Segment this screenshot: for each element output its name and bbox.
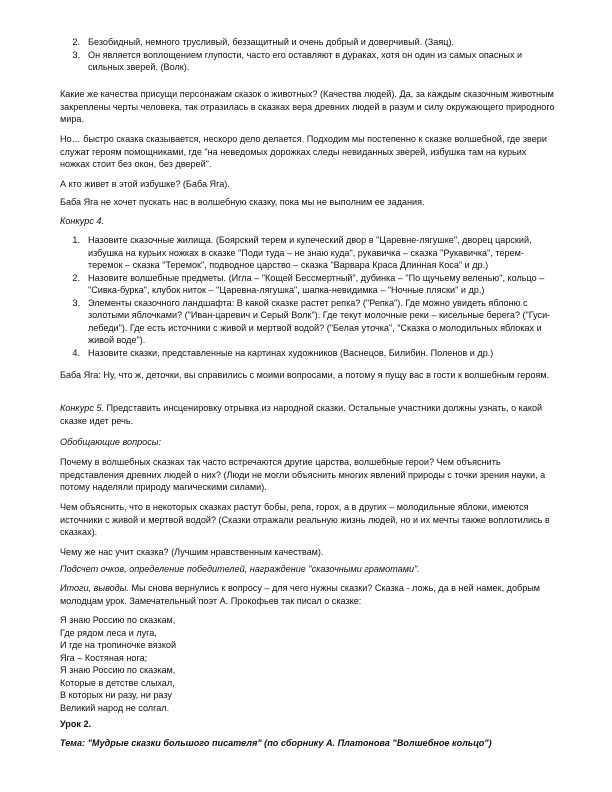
poem-line: Я знаю Россию по сказкам, xyxy=(60,665,176,675)
lesson-2-heading: Урок 2. xyxy=(60,719,92,729)
conclusion-heading: Итоги, выводы. xyxy=(60,583,129,593)
topic-text: "Мудрые сказки большого писателя" (по сборнику А. Платонова "Волшебное кольцо") xyxy=(85,738,492,748)
paragraph-hut-question: А кто живет в этой избушке? (Баба Яга). xyxy=(60,179,230,189)
animals-list-continued xyxy=(60,36,556,74)
list-item xyxy=(60,297,556,347)
conclusion-text: Мы снова вернулись к вопросу – для чего нужны сказки? Сказка - ложь, да в ней намек, добрым молодцам урок. Замечательный поэт А. Прокофьев так писал о сказке: xyxy=(60,583,541,606)
paragraph-question-1: Почему в волшебных сказках так часто встречаются другие царства, волшебные герои? Чем объяснить представления древних людей о них? (Люди не могли объяснить многих явлений природы с точки зрения науки, а потому наделяли природу магическими силами). xyxy=(60,457,546,492)
paragraph-baba-yaga-speech: Баба Яга: Ну, что ж, деточки, вы справились с моими вопросами, а потому я пущу вас в гости к волшебным героям. xyxy=(60,370,550,380)
list-text: Он является воплощением глупости, часто его оставляют в дураках, хотя он один из самых опасных и сильных зверей. (Волк). xyxy=(88,49,523,72)
list-item xyxy=(60,49,556,74)
list-text: Элементы сказочного ландшафта: В какой сказке растет репка? ("Репка"). Где можно увидеть яблоню с золотыми яблочками? ("Иван-царевич и Серый Волк"). Где текут молочные реки – кисельные берега? ("Гуси-лебеди"). Где есть источники с живой и мертвой водой? ("Белая уточка", "Сказка о молодильных яблоках и живой воде"). xyxy=(88,297,551,345)
list-item xyxy=(60,272,556,297)
list-number: 4. xyxy=(72,347,80,358)
paragraph-conclusion xyxy=(60,582,556,607)
poem-line: В которых ни разу, ни разу xyxy=(60,690,172,700)
summary-questions-heading: Обобщающие вопросы: xyxy=(60,437,161,447)
list-item xyxy=(60,347,556,360)
poem-line: Яга – Костяная нога; xyxy=(60,652,148,663)
list-text: Безобидный, немного трусливый, беззащитный и очень добрый и доверчивый. (Заяц). xyxy=(88,37,455,47)
poem-line: Я знаю Россию по сказкам, xyxy=(60,615,176,625)
poem-line: Великий народ не солгал. xyxy=(60,702,170,713)
list-number: 3. xyxy=(72,297,80,308)
contest-5-text: Представить инсценировку отрывка из народной сказки. Остальные участники должны узнать, о какой сказке идет речь. xyxy=(60,403,543,426)
lesson-topic xyxy=(60,737,556,750)
paragraph-animal-qualities: Какие же качества присущи персонажам сказок о животных? (Качества людей). Да, за каждым сказочным животным закреплены черты человека, так отразилась в сказках вера древних людей в разум и силу окружающего природного мира. xyxy=(60,89,555,124)
paragraph-question-2: Чем объяснить, что в некоторых сказках растут бобы, репа, горох, а в других – молодильные яблоки, имеются источники с живой и мертвой водой? (Сказки отражали реальную жизнь людей, но и их мечты также воплотились в сказках). xyxy=(60,502,550,537)
paragraph-magic-tale-intro: Но… быстро сказка сказывается, нескоро дело делается. Подходим мы постепенно к сказке волшебной, где звери служат героям помощниками, где "на неведомых дорожках следы невиданных зверей, избушка там на курьих ножках стоит без окон, без дверей". xyxy=(60,134,547,169)
list-number: 2. xyxy=(72,272,80,283)
paragraph-scoring: Подсчет очков, определение победителей, награждение "сказочными грамотами". xyxy=(60,564,420,574)
list-text: Назовите сказочные жилища. (Боярский терем и купеческий двор в "Царевне-лягушке", дворец царский, избушка на курьих ножках в сказке "Поди туда – не знаю куда", рукавичка – сказка "Рукавичка", терем-теремок – сказка "Теремок", подводное царство – сказка "Варвара Краса Длинная Коса" и др.) xyxy=(88,235,532,270)
poem-line: И где на тропиночке вязкой xyxy=(60,640,177,650)
list-number: 1. xyxy=(72,235,80,245)
list-number: 3. xyxy=(72,49,80,60)
topic-label: Тема: xyxy=(60,738,86,748)
list-item xyxy=(60,36,556,49)
list-text: Назовите сказки, представленные на картинах художников (Васнецов, Билибин. Поленов и др.) xyxy=(88,347,494,358)
list-text: Назовите волшебные предметы. (Игла – "Кощей Бессмертный", дубинка – "По щучьему веленью", кольцо – "Сивка-бурка", клубок ниток – "Царевна-лягушка", шапка-невидимка – "Ночные пляски" и др.) xyxy=(88,272,545,295)
poem-line: Которые в детстве слыхал, xyxy=(60,677,175,688)
contest-4-list xyxy=(60,234,556,359)
paragraph-contest-5 xyxy=(60,402,556,427)
list-item xyxy=(60,234,556,272)
paragraph-baba-yaga-tasks: Баба Яга не хочет пускать нас в волшебную сказку, пока мы не выполним ее задания. xyxy=(60,197,425,207)
paragraph-question-3: Чему же нас учит сказка? (Лучшим нравственным качествам). xyxy=(60,547,324,557)
list-number: 2. xyxy=(72,37,80,47)
contest-4-heading: Конкурс 4. xyxy=(60,216,104,226)
contest-5-heading: Конкурс 5. xyxy=(60,403,104,413)
poem xyxy=(60,614,556,714)
poem-line: Где рядом леса и луга, xyxy=(60,627,157,638)
